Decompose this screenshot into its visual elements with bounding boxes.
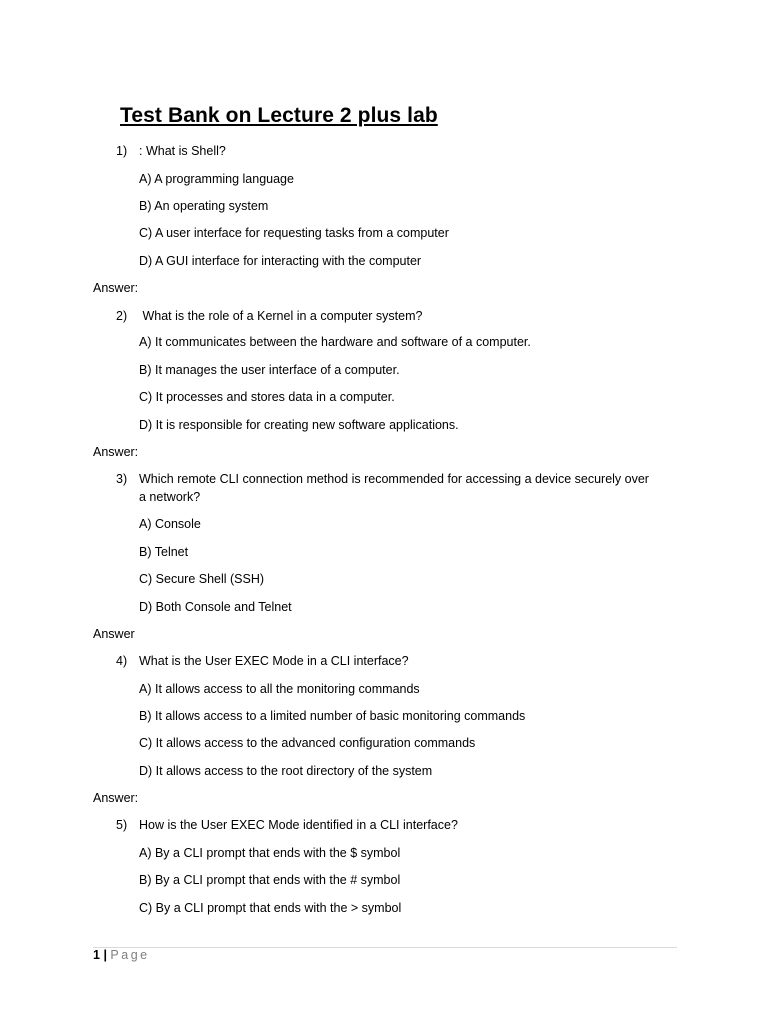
answer-option: C) A user interface for requesting tasks from a computer bbox=[139, 226, 449, 240]
answer-option: A) It communicates between the hardware and software of a computer. bbox=[139, 335, 531, 349]
answer-option: B) Telnet bbox=[139, 545, 189, 559]
answer-option: D) A GUI interface for interacting with the computer bbox=[139, 254, 422, 268]
question-number: 2) bbox=[116, 309, 128, 323]
question-text: Which remote CLI connection method is recommended for accessing a device securely over bbox=[139, 472, 649, 486]
answer-label: Answer bbox=[93, 627, 135, 641]
answer-option: D) Both Console and Telnet bbox=[139, 600, 292, 614]
answer-label: Answer: bbox=[93, 281, 139, 295]
question-text: What is the role of a Kernel in a computer system? bbox=[139, 309, 423, 323]
page-number: 1 bbox=[93, 948, 100, 962]
answer-option: B) An operating system bbox=[139, 199, 269, 213]
answer-option: A) Console bbox=[139, 517, 201, 531]
question-number: 3) bbox=[116, 472, 128, 486]
answer-option: C) It allows access to the advanced configuration commands bbox=[139, 736, 476, 750]
answer-option: D) It is responsible for creating new software applications. bbox=[139, 418, 459, 432]
document-title: Test Bank on Lecture 2 plus lab bbox=[120, 104, 438, 127]
answer-label: Answer: bbox=[93, 791, 139, 805]
answer-option: B) By a CLI prompt that ends with the # symbol bbox=[139, 873, 401, 887]
answer-option: C) By a CLI prompt that ends with the > symbol bbox=[139, 901, 402, 915]
answer-option: D) It allows access to the root directory of the system bbox=[139, 764, 433, 778]
page-word: Page bbox=[110, 948, 150, 962]
answer-option: C) Secure Shell (SSH) bbox=[139, 572, 265, 586]
answer-option: A) It allows access to all the monitoring commands bbox=[139, 682, 420, 696]
answer-option: B) It manages the user interface of a computer. bbox=[139, 363, 400, 377]
question-number: 5) bbox=[116, 818, 128, 832]
answer-option: B) It allows access to a limited number of basic monitoring commands bbox=[139, 709, 526, 723]
footer-separator: | bbox=[103, 948, 107, 962]
page-footer bbox=[93, 948, 150, 962]
answer-option: C) It processes and stores data in a computer. bbox=[139, 390, 395, 404]
question-text: What is the User EXEC Mode in a CLI interface? bbox=[139, 654, 409, 668]
footer-divider bbox=[93, 947, 677, 948]
question-number: 1) bbox=[116, 144, 128, 158]
question-number: 4) bbox=[116, 654, 128, 668]
question-text: How is the User EXEC Mode identified in a CLI interface? bbox=[139, 818, 458, 832]
question-text: : What is Shell? bbox=[139, 144, 226, 158]
question-text-continued: a network? bbox=[139, 490, 201, 504]
answer-option: A) A programming language bbox=[139, 172, 294, 186]
answer-label: Answer: bbox=[93, 445, 139, 459]
answer-option: A) By a CLI prompt that ends with the $ symbol bbox=[139, 846, 401, 860]
